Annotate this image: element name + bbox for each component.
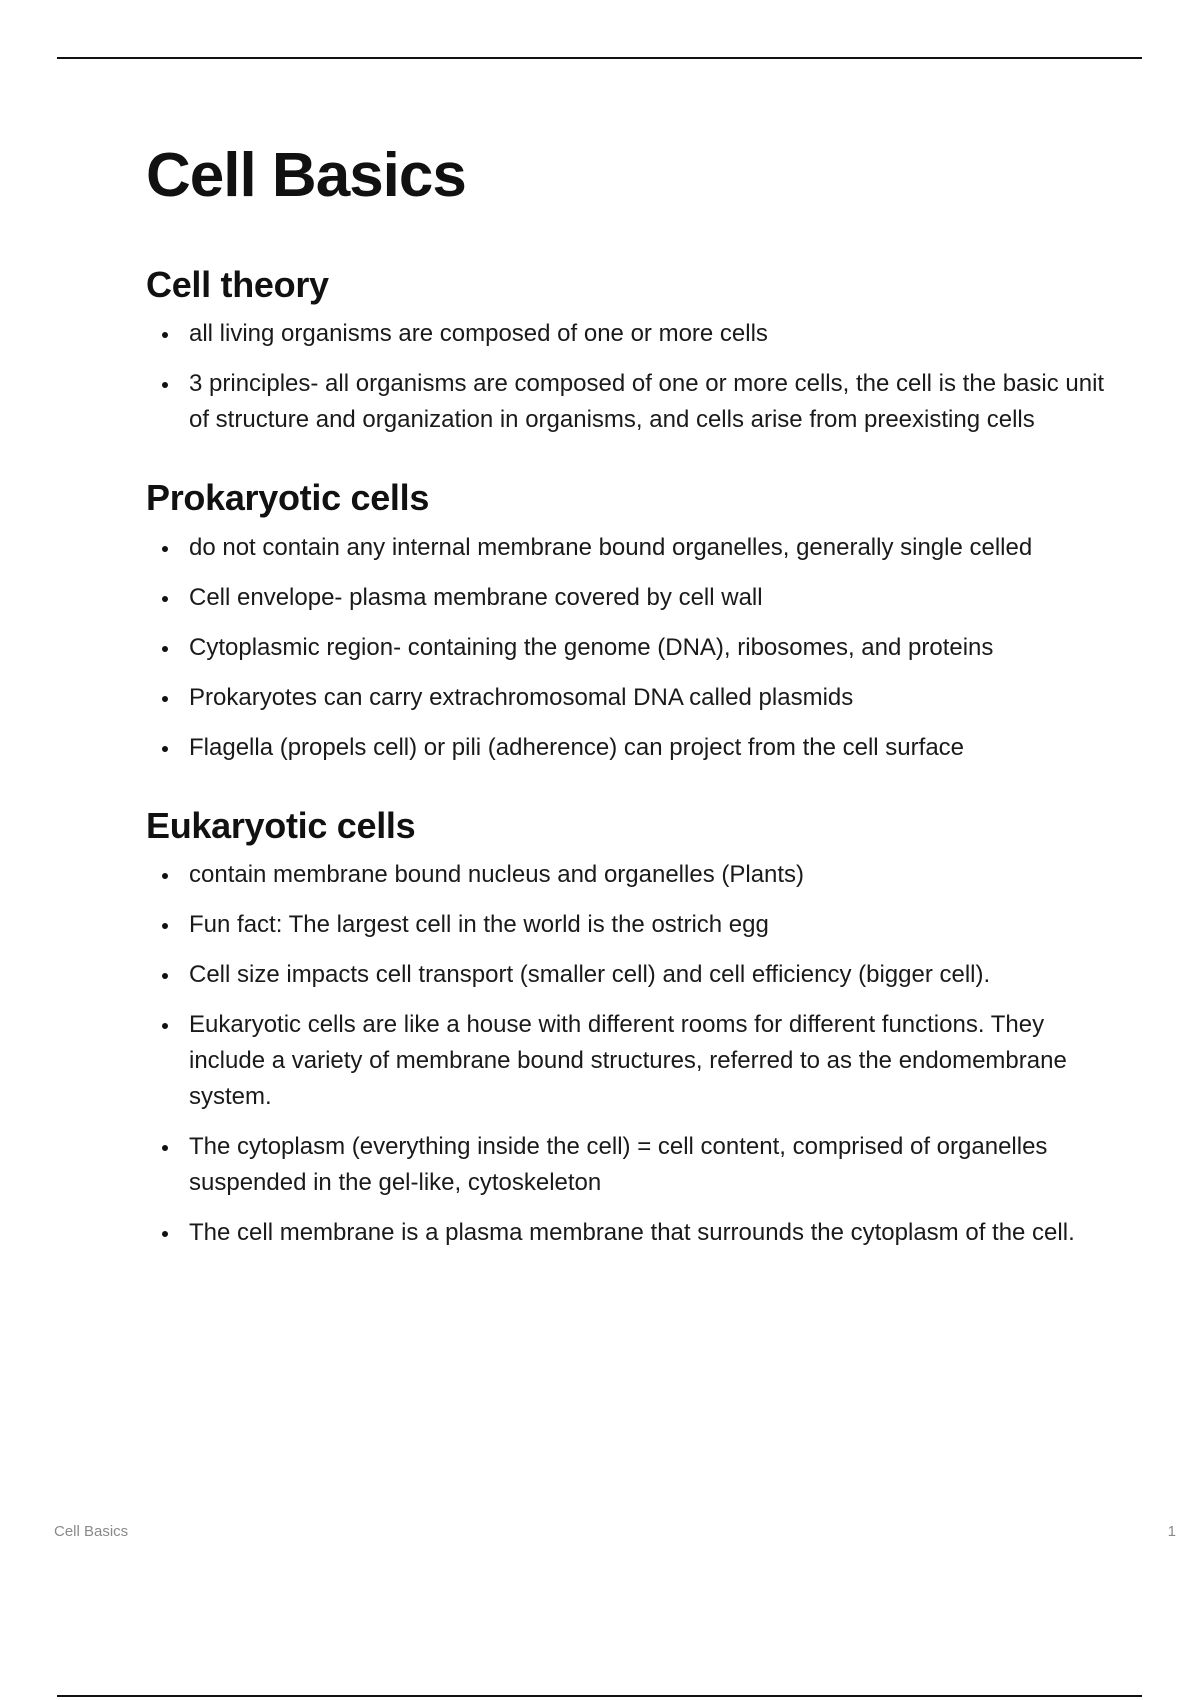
- list-item: Fun fact: The largest cell in the world is the ostrich egg: [146, 907, 1106, 943]
- section-heading: Eukaryotic cells: [146, 804, 416, 846]
- bullet-list: [146, 316, 1106, 438]
- list-item: The cytoplasm (everything inside the cell) = cell content, comprised of organelles suspended in the gel-like, cytoskeleton: [146, 1129, 1106, 1201]
- list-item: Eukaryotic cells are like a house with different rooms for different functions. They include a variety of membrane bound structures, referred to as the endomembrane system.: [146, 1007, 1106, 1115]
- section-heading: Cell theory: [146, 264, 329, 306]
- list-item: contain membrane bound nucleus and organelles (Plants): [146, 857, 1106, 893]
- page-title: Cell Basics: [146, 141, 466, 210]
- bullet-list: [146, 530, 1106, 766]
- list-item: Cell size impacts cell transport (smaller cell) and cell efficiency (bigger cell).: [146, 957, 1106, 993]
- list-item: Cell envelope- plasma membrane covered by cell wall: [146, 580, 1106, 616]
- list-item: Cytoplasmic region- containing the genome (DNA), ribosomes, and proteins: [146, 630, 1106, 666]
- list-item: Flagella (propels cell) or pili (adherence) can project from the cell surface: [146, 730, 1106, 766]
- section-cell-theory: [146, 263, 1106, 438]
- list-item: Prokaryotes can carry extrachromosomal DNA called plasmids: [146, 680, 1106, 716]
- bullet-list: [146, 857, 1106, 1251]
- list-item: The cell membrane is a plasma membrane that surrounds the cytoplasm of the cell.: [146, 1215, 1106, 1251]
- top-rule: [57, 57, 1142, 59]
- bottom-rule: [57, 1695, 1142, 1697]
- section-eukaryotic-cells: [146, 804, 1106, 1251]
- section-heading: Prokaryotic cells: [146, 477, 430, 519]
- section-prokaryotic-cells: [146, 476, 1106, 765]
- footer-page-number: 1: [1167, 1523, 1176, 1540]
- list-item: do not contain any internal membrane bound organelles, generally single celled: [146, 530, 1106, 566]
- list-item: all living organisms are composed of one or more cells: [146, 316, 1106, 352]
- footer-doc-name: Cell Basics: [54, 1523, 129, 1540]
- list-item: 3 principles- all organisms are composed of one or more cells, the cell is the basic unit of structure and organization in organisms, and cells arise from preexisting cells: [146, 366, 1106, 438]
- document-body: [146, 140, 1106, 1289]
